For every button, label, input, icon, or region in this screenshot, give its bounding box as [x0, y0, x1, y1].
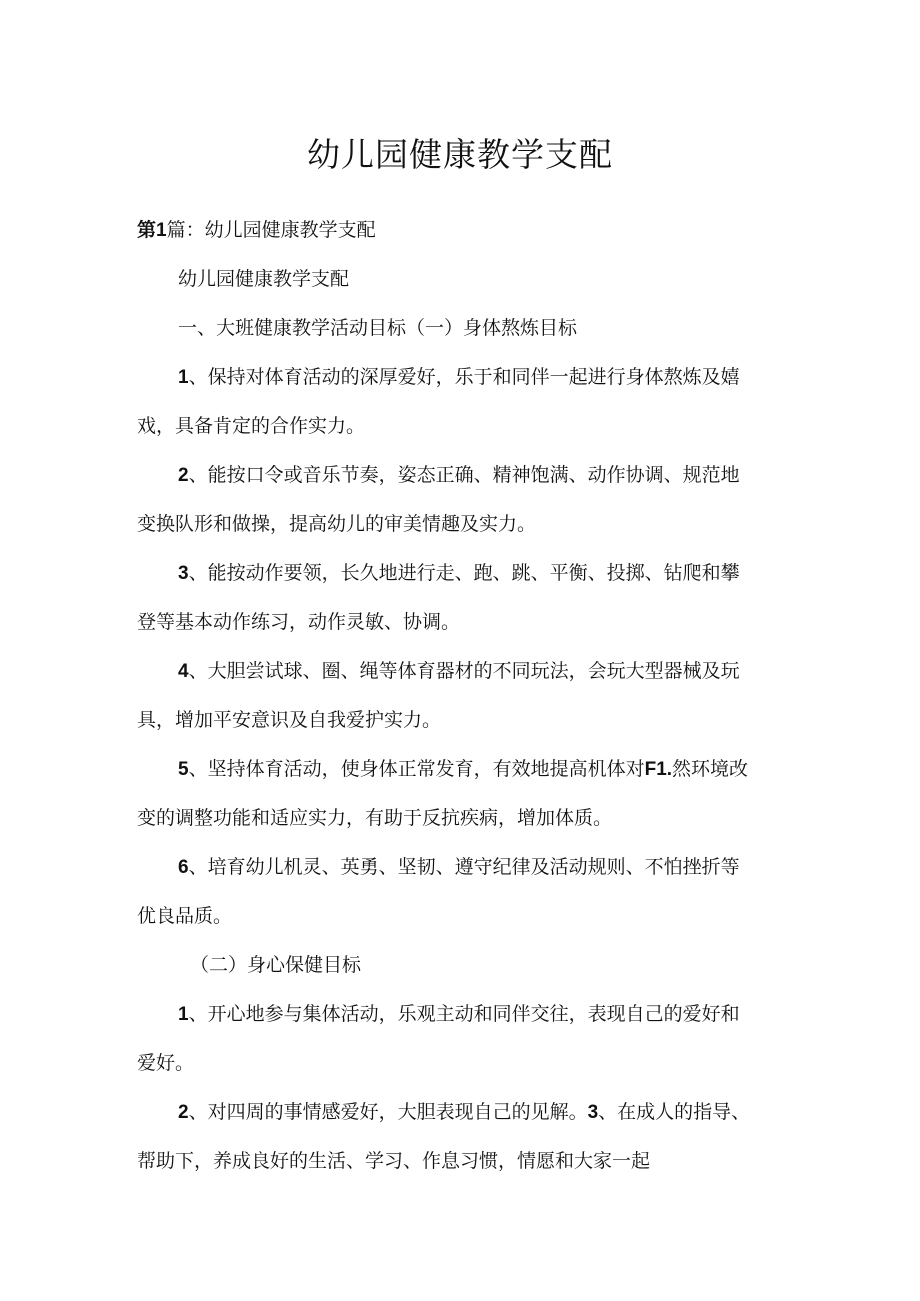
item-a2-line2: 变换队形和做操，提高幼儿的审美情趣及实力。: [137, 513, 537, 535]
chapter-heading: [137, 206, 779, 255]
item-number: 1: [178, 1004, 189, 1025]
item-number: 2: [178, 1102, 189, 1123]
item-text: 、能按口令或音乐节奏，姿态正确、精神饱满、动作协调、规范地: [188, 464, 740, 486]
item-text: 、大胆尝试球、圈、绳等体育器材的不同玩法，会玩大型器械及玩: [188, 660, 740, 682]
item-a4-line2: 具，增加平安意识及自我爱护实力。: [137, 709, 442, 731]
document-body: [137, 206, 779, 1186]
item-text: 、开心地参与集体活动，乐观主动和同伴交往，表现自己的爱好和: [188, 1003, 740, 1025]
item-b2-line2: 帮助下，养成良好的生活、学习、作息习惯，情愿和大家一起: [137, 1150, 651, 1172]
item-a3-line2: 登等基本动作练习，动作灵敏、协调。: [137, 611, 461, 633]
chapter-number: 第1: [137, 220, 167, 241]
section-heading-1: 一、大班健康教学活动目标（一）身体熬炼目标: [178, 317, 578, 339]
item-b2-line1: [137, 1088, 779, 1137]
chapter-heading-text: 篇：幼儿园健康教学支配: [166, 219, 376, 241]
item-number: 6: [178, 857, 189, 878]
subtitle: 幼儿园健康教学支配: [178, 268, 350, 290]
item-number: 1: [178, 367, 189, 388]
item-a3-line1: [137, 549, 779, 598]
item-a6-line2: 优良品质。: [137, 905, 233, 927]
item-text: 、培育幼儿机灵、英勇、坚韧、遵守纪律及活动规则、不怕挫折等: [188, 856, 740, 878]
item-code: F1.: [644, 759, 673, 780]
section-heading-2: （二）身心保健目标: [190, 954, 362, 976]
item-a6-line1: [137, 843, 779, 892]
item-a5-line2: 变的调整功能和适应实力，有助于反抗疾病，增加体质。: [137, 807, 613, 829]
item-b1-line1: [137, 990, 779, 1039]
item-a1-line1: [137, 353, 779, 402]
item-a2-line1: [137, 451, 779, 500]
document-title: 幼儿园健康教学支配: [307, 135, 613, 174]
item-text-cont: 然环境改: [672, 758, 749, 780]
item-number-2: 3: [587, 1102, 599, 1123]
item-a1-line2: 戏，具备肯定的合作实力。: [137, 415, 366, 437]
item-number: 3: [178, 563, 189, 584]
item-text: 、坚持体育活动，使身体正常发育，有效地提高机体对: [188, 758, 645, 780]
item-number: 4: [178, 661, 189, 682]
item-a5-line1: [137, 745, 779, 794]
item-text-cont: 、在成人的指导、: [598, 1101, 751, 1123]
item-number: 5: [178, 759, 189, 780]
item-b1-line2: 爱好。: [137, 1052, 195, 1074]
item-a4-line1: [137, 647, 779, 696]
item-text: 、对四周的事情感爱好，大胆表现自己的见解。: [188, 1101, 588, 1123]
item-text: 、能按动作要领，长久地进行走、跑、跳、平衡、投掷、钻爬和攀: [188, 562, 740, 584]
item-number: 2: [178, 465, 189, 486]
item-text: 、保持对体育活动的深厚爱好，乐于和同伴一起进行身体熬炼及嬉: [188, 366, 740, 388]
